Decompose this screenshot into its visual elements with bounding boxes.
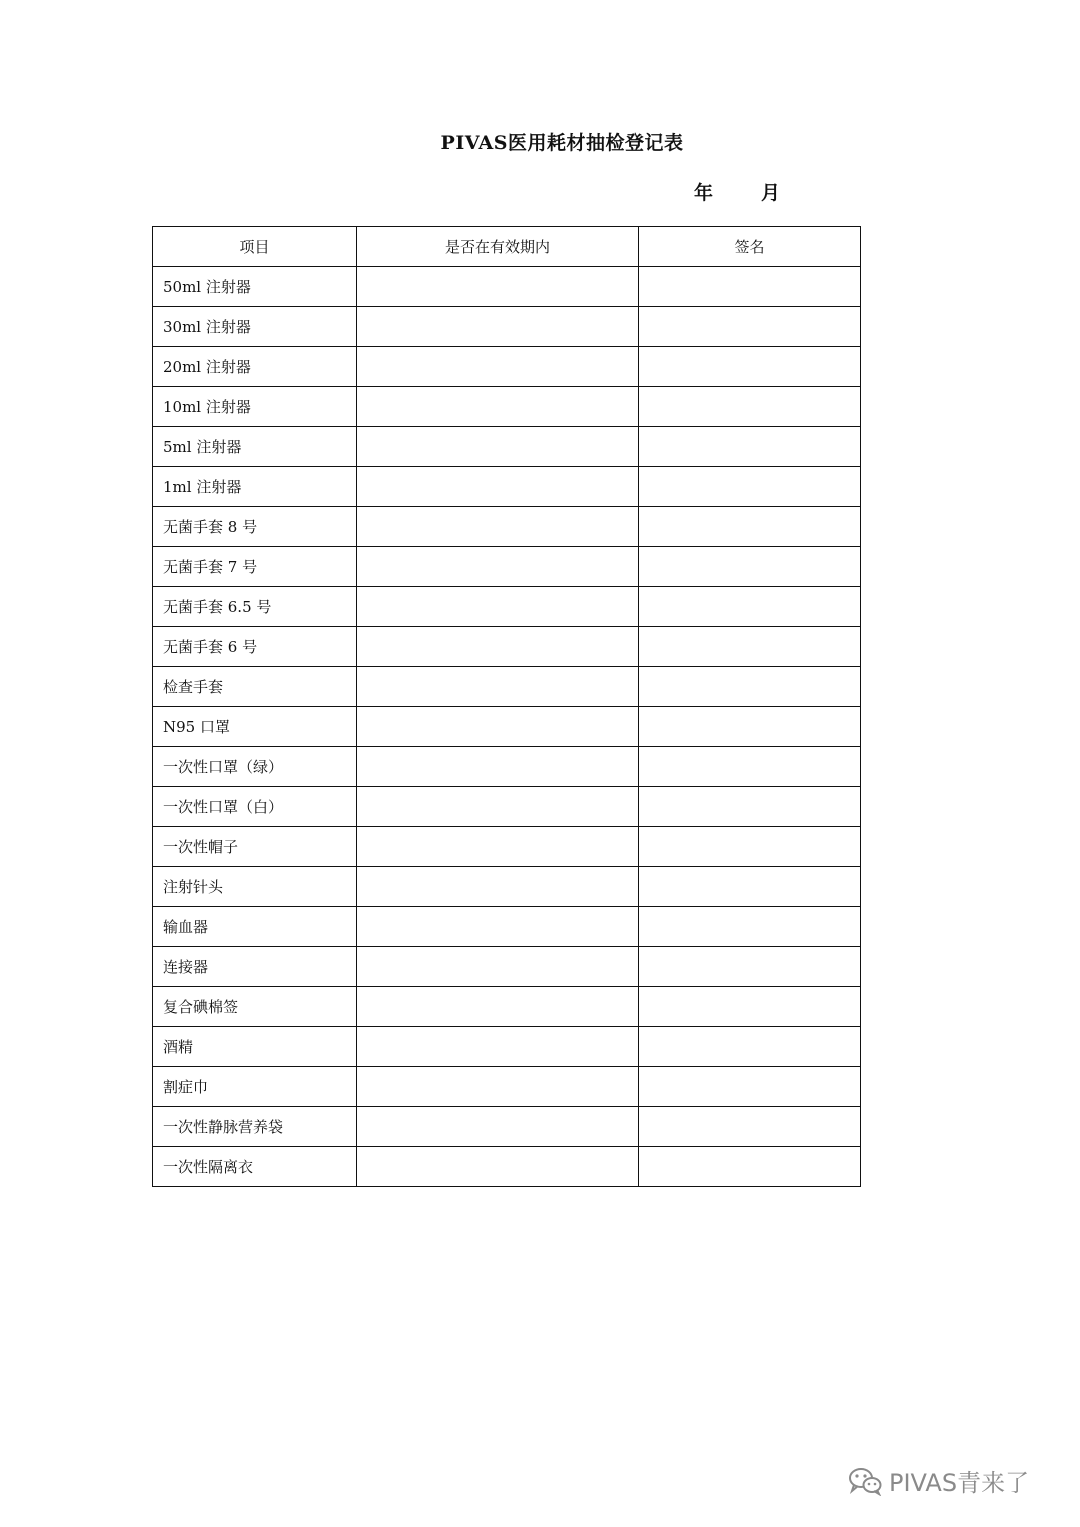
signature-cell[interactable] <box>639 947 861 987</box>
watermark <box>847 1463 1029 1498</box>
signature-cell[interactable] <box>639 547 861 587</box>
table-row <box>153 907 861 947</box>
validity-cell[interactable] <box>357 747 639 787</box>
signature-cell[interactable] <box>639 467 861 507</box>
validity-cell[interactable] <box>357 547 639 587</box>
validity-cell[interactable] <box>357 1067 639 1107</box>
wechat-icon <box>847 1466 883 1496</box>
signature-cell[interactable] <box>639 907 861 947</box>
validity-cell[interactable] <box>357 347 639 387</box>
item-name-cell: 无菌手套 6 号 <box>153 627 357 667</box>
item-name-cell: 割症巾 <box>153 1067 357 1107</box>
signature-cell[interactable] <box>639 267 861 307</box>
signature-cell[interactable] <box>639 787 861 827</box>
table-row <box>153 547 861 587</box>
table-header-row <box>153 227 861 267</box>
item-name-cell: 检查手套 <box>153 667 357 707</box>
validity-cell[interactable] <box>357 267 639 307</box>
table-row <box>153 1107 861 1147</box>
table-row <box>153 707 861 747</box>
item-name-cell: 注射针头 <box>153 867 357 907</box>
item-name-cell: 无菌手套 6.5 号 <box>153 587 357 627</box>
table-row <box>153 627 861 667</box>
item-name-cell: 一次性帽子 <box>153 827 357 867</box>
signature-cell[interactable] <box>639 387 861 427</box>
table-row <box>153 827 861 867</box>
item-name-cell: 20ml 注射器 <box>153 347 357 387</box>
table-row <box>153 947 861 987</box>
table-row <box>153 987 861 1027</box>
validity-cell[interactable] <box>357 627 639 667</box>
validity-cell[interactable] <box>357 827 639 867</box>
item-name-cell: 无菌手套 7 号 <box>153 547 357 587</box>
signature-cell[interactable] <box>639 587 861 627</box>
table-row <box>153 667 861 707</box>
table-row <box>153 1147 861 1187</box>
table-row <box>153 427 861 467</box>
validity-cell[interactable] <box>357 987 639 1027</box>
signature-cell[interactable] <box>639 507 861 547</box>
signature-cell[interactable] <box>639 867 861 907</box>
item-name-cell: 一次性口罩（白） <box>153 787 357 827</box>
signature-cell[interactable] <box>639 1027 861 1067</box>
signature-cell[interactable] <box>639 747 861 787</box>
validity-cell[interactable] <box>357 587 639 627</box>
validity-cell[interactable] <box>357 307 639 347</box>
signature-cell[interactable] <box>639 987 861 1027</box>
item-name-cell: N95 口罩 <box>153 707 357 747</box>
signature-cell[interactable] <box>639 1147 861 1187</box>
item-name-cell: 1ml 注射器 <box>153 467 357 507</box>
item-name-cell: 50ml 注射器 <box>153 267 357 307</box>
table-row <box>153 387 861 427</box>
watermark-text: PIVAS青来了 <box>889 1469 1030 1497</box>
validity-cell[interactable] <box>357 907 639 947</box>
table-row <box>153 1067 861 1107</box>
item-name-cell: 酒精 <box>153 1027 357 1067</box>
signature-cell[interactable] <box>639 1067 861 1107</box>
table-row <box>153 347 861 387</box>
validity-cell[interactable] <box>357 947 639 987</box>
item-name-cell: 30ml 注射器 <box>153 307 357 347</box>
validity-cell[interactable] <box>357 867 639 907</box>
item-name-cell: 复合碘棉签 <box>153 987 357 1027</box>
item-name-cell: 输血器 <box>153 907 357 947</box>
column-header-signature: 签名 <box>639 227 861 267</box>
validity-cell[interactable] <box>357 667 639 707</box>
table-row <box>153 787 861 827</box>
table-row <box>153 307 861 347</box>
signature-cell[interactable] <box>639 627 861 667</box>
date-month-label: 月 <box>761 182 781 204</box>
table-row <box>153 867 861 907</box>
item-name-cell: 一次性口罩（绿） <box>153 747 357 787</box>
validity-cell[interactable] <box>357 387 639 427</box>
validity-cell[interactable] <box>357 467 639 507</box>
column-header-validity: 是否在有效期内 <box>357 227 639 267</box>
signature-cell[interactable] <box>639 1107 861 1147</box>
item-name-cell: 一次性隔离衣 <box>153 1147 357 1187</box>
signature-cell[interactable] <box>639 667 861 707</box>
item-name-cell: 连接器 <box>153 947 357 987</box>
signature-cell[interactable] <box>639 347 861 387</box>
validity-cell[interactable] <box>357 507 639 547</box>
validity-cell[interactable] <box>357 1107 639 1147</box>
column-header-item: 项目 <box>153 227 357 267</box>
signature-cell[interactable] <box>639 307 861 347</box>
table-row <box>153 467 861 507</box>
item-name-cell: 无菌手套 8 号 <box>153 507 357 547</box>
validity-cell[interactable] <box>357 427 639 467</box>
table-row <box>153 507 861 547</box>
inspection-record-table <box>152 226 861 1187</box>
validity-cell[interactable] <box>357 1027 639 1067</box>
item-name-cell: 一次性静脉营养袋 <box>153 1107 357 1147</box>
item-name-cell: 10ml 注射器 <box>153 387 357 427</box>
signature-cell[interactable] <box>639 427 861 467</box>
signature-cell[interactable] <box>639 827 861 867</box>
page-title: PIVAS医用耗材抽检登记表 <box>440 132 684 154</box>
table-row <box>153 587 861 627</box>
table-row <box>153 1027 861 1067</box>
signature-cell[interactable] <box>639 707 861 747</box>
validity-cell[interactable] <box>357 707 639 747</box>
table-row <box>153 747 861 787</box>
item-name-cell: 5ml 注射器 <box>153 427 357 467</box>
validity-cell[interactable] <box>357 787 639 827</box>
validity-cell[interactable] <box>357 1147 639 1187</box>
date-year-label: 年 <box>694 182 714 204</box>
table-row <box>153 267 861 307</box>
